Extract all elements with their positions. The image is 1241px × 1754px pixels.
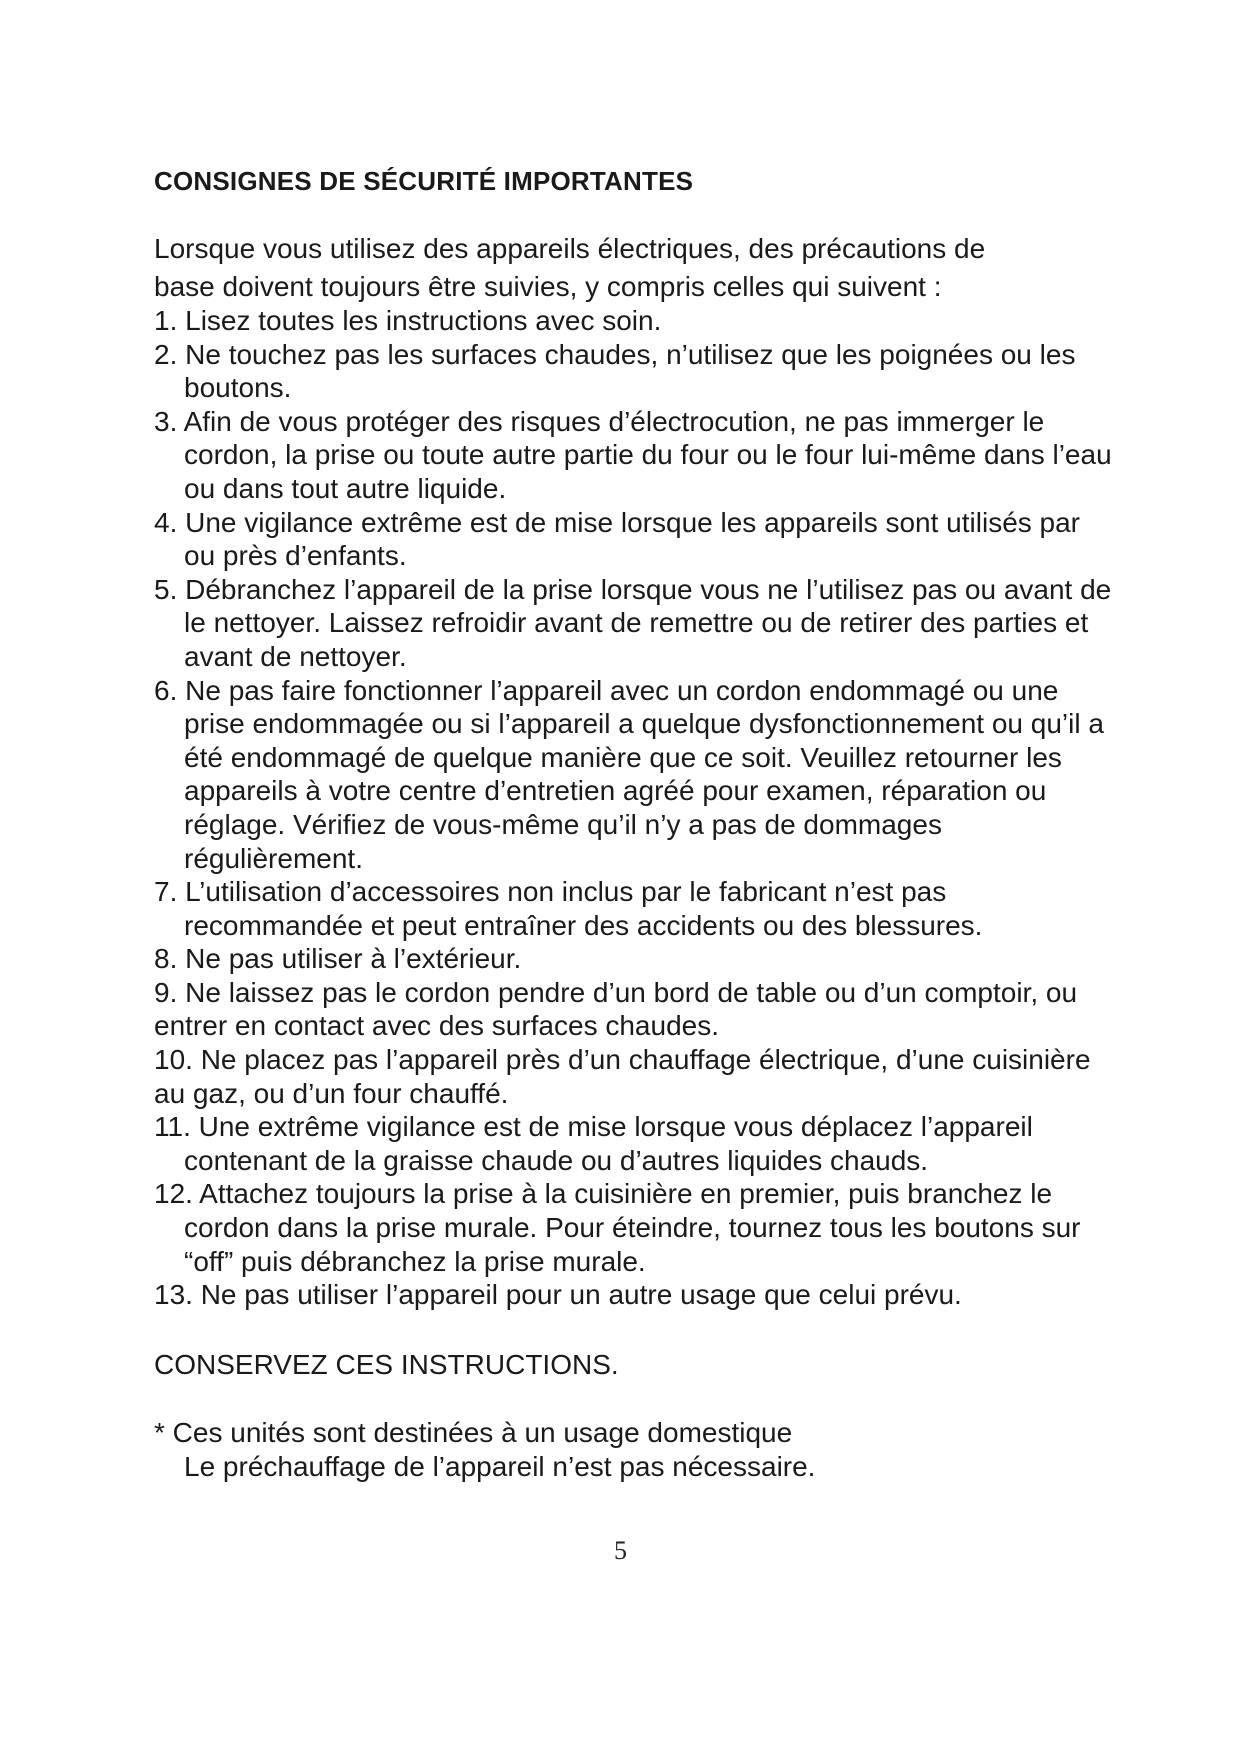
list-item: 1. Lisez toutes les instructions avec soin. (154, 305, 662, 336)
intro-line-2: base doivent toujours être suivies, y compris celles qui suivent : (154, 271, 942, 302)
intro-line-1: Lorsque vous utilisez des appareils électriques, des précautions de (154, 233, 986, 264)
list-item: 10. Ne placez pas l’appareil près d’un chauffage électrique, d’une cuisinière au gaz, ou d’un four chauffé. (154, 1044, 1091, 1109)
note-line-2: Le préchauffage de l’appareil n’est pas nécessaire. (184, 1450, 816, 1482)
list-item: 13. Ne pas utiliser l’appareil pour un autre usage que celui prévu. (154, 1279, 962, 1311)
page-title: CONSIGNES DE SÉCURITÉ IMPORTANTES (154, 166, 694, 196)
list-item: 8. Ne pas utiliser à l’extérieur. (154, 943, 522, 975)
list-item: 5. Débranchez l’appareil de la prise lorsque vous ne l’utilisez pas ou avant de le nettoyer. Laissez refroidir avant de remettre ou de retirer des parties et avant de nettoyer. (154, 573, 1112, 672)
safety-rules-list (154, 304, 1114, 1312)
list-item: 4. Une vigilance extrême est de mise lorsque les appareils sont utilisés par ou près d’enfants. (154, 506, 1081, 572)
list-item: 6. Ne pas faire fonctionner l’appareil avec un cordon endommagé ou une prise endommagée ou si l’appareil a quelque dysfonctionnement ou qu’il a été endommagé de quelque manière que ce soit. Veuillez retourner les appareils à votre centre d’entretien agréé pour examen, réparation ou réglage. Vérifiez de vous-même qu’il n’y a pas de dommages régulièrement. (154, 674, 1104, 874)
list-item: 3. Afin de vous protéger des risques d’électrocution, ne pas immerger le cordon, la prise ou toute autre partie du four ou le four lui-même dans l’eau ou dans tout autre liquide. (154, 405, 1112, 504)
list-item: 9. Ne laissez pas le cordon pendre d’un bord de table ou d’un comptoir, ou entrer en contact avec des surfaces chaudes. (154, 976, 1078, 1042)
keep-instructions-text: CONSERVEZ CES INSTRUCTIONS. (154, 1348, 619, 1380)
list-item: 12. Attachez toujours la prise à la cuisinière en premier, puis branchez le cordon dans la prise murale. Pour éteindre, tournez tous les boutons sur “off” puis débranchez la prise murale. (154, 1178, 1081, 1277)
list-item: 11. Une extrême vigilance est de mise lorsque vous déplacez l’appareil contenant de la graisse chaude ou d’autres liquides chauds. (154, 1111, 1033, 1176)
list-item: 2. Ne touchez pas les surfaces chaudes, n’utilisez que les poignées ou les boutons. (154, 338, 1076, 404)
page-number: 5 (614, 1536, 627, 1565)
note-line-1: * Ces unités sont destinées à un usage domestique (154, 1416, 793, 1448)
list-item: 7. L’utilisation d’accessoires non inclus par le fabricant n’est pas recommandée et peut entraîner des accidents ou des blessures. (154, 876, 983, 941)
intro-paragraph (154, 232, 1114, 304)
document-content (154, 164, 1114, 1484)
household-note (154, 1416, 1114, 1484)
